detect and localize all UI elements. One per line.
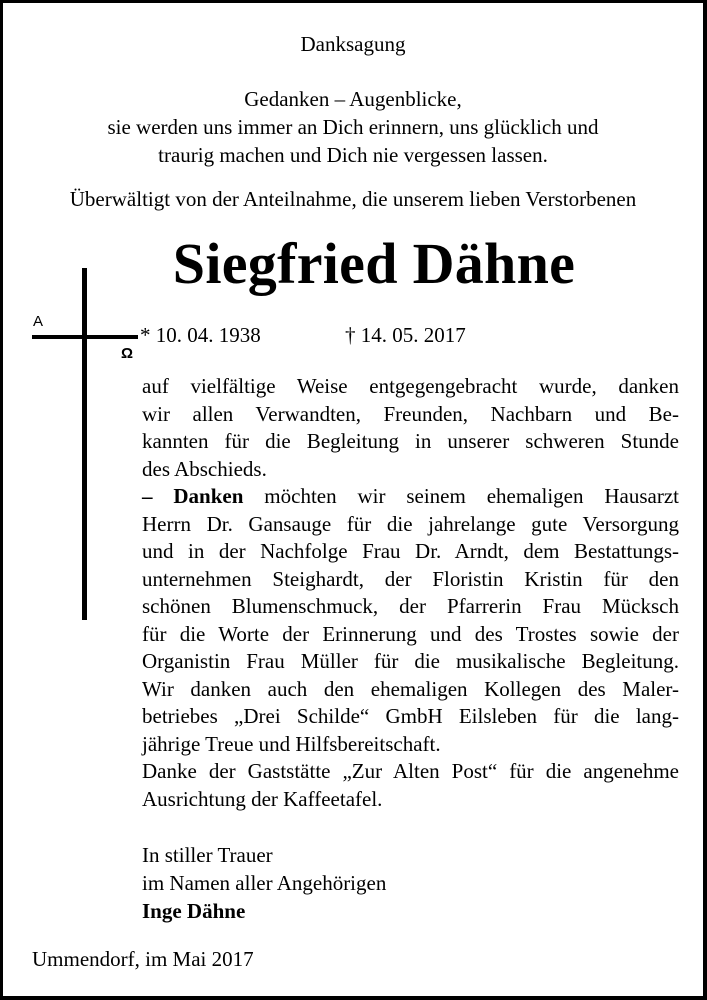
body-line: jährige Treue und Hilfsbereitschaft. — [142, 731, 441, 756]
closing-line: In stiller Trauer — [142, 843, 273, 867]
place-date: Ummendorf, im Mai 2017 — [32, 947, 254, 971]
thanks-bold: Danken — [173, 484, 244, 508]
alpha-symbol: A — [33, 313, 44, 330]
body-line: Wir danken auch den ehemaligen Kollegen des Maler- — [142, 676, 679, 701]
cross-icon — [82, 268, 87, 620]
body-line: kannten für die Begleitung in unserer schweren Stunde — [142, 429, 679, 453]
thanks-dash: – — [142, 484, 174, 508]
closing-line: im Namen aller Angehörigen — [142, 871, 387, 895]
body-line: des Abschieds. — [142, 456, 267, 481]
body-line: und in der Nachfolge Frau Dr. Arndt, dem Bestattungs- — [142, 539, 679, 563]
obituary-notice — [3, 3, 703, 996]
body-line: wir allen Verwandten, Freunden, Nachbarn und Be- — [142, 401, 679, 426]
thanks-body — [142, 373, 679, 813]
cross-beam — [32, 335, 138, 339]
body-line — [142, 483, 679, 511]
notice-heading: Danksagung — [300, 32, 406, 56]
closing-block — [142, 841, 386, 925]
body-line: auf vielfältige Weise entgegengebracht wurde, danken — [142, 374, 679, 398]
body-line: betriebes „Drei Schilde“ GmbH Eilsleben für die lang- — [142, 704, 679, 728]
intro-line: traurig machen und Dich nie vergessen lassen. — [158, 143, 548, 167]
death-date: † 14. 05. 2017 — [345, 323, 466, 347]
intro-line: Gedanken – Augenblicke, — [244, 87, 462, 111]
birth-date: * 10. 04. 1938 — [140, 323, 261, 347]
body-line: für die Worte der Erinnerung und des Trostes sowie der — [142, 621, 679, 646]
overwhelmed-line: Überwältigt von der Anteilnahme, die unserem lieben Verstorbenen — [69, 187, 637, 211]
intro-verse — [3, 85, 703, 169]
body-line: schönen Blumenschmuck, der Pfarrerin Frau Mücksch — [142, 594, 679, 618]
deceased-name: Siegfried Dähne — [172, 231, 576, 296]
body-line: Ausrichtung der Kaffeetafel. — [142, 786, 383, 811]
thanks-line: möchten wir seinem ehemaligen Hausarzt — [243, 484, 680, 508]
body-line: unternehmen Steighardt, der Floristin Kristin für den — [142, 566, 679, 591]
body-line: Herrn Dr. Gansauge für die jahrelange gute Versorgung — [142, 511, 679, 536]
body-line: Organistin Frau Müller für die musikalische Begleitung. — [142, 649, 679, 673]
omega-symbol: Ω — [121, 345, 134, 362]
body-line: Danke der Gaststätte „Zur Alten Post“ für die angenehme — [142, 759, 679, 783]
signer-name: Inge Dähne — [142, 899, 246, 923]
intro-line: sie werden uns immer an Dich erinnern, uns glücklich und — [107, 115, 599, 139]
